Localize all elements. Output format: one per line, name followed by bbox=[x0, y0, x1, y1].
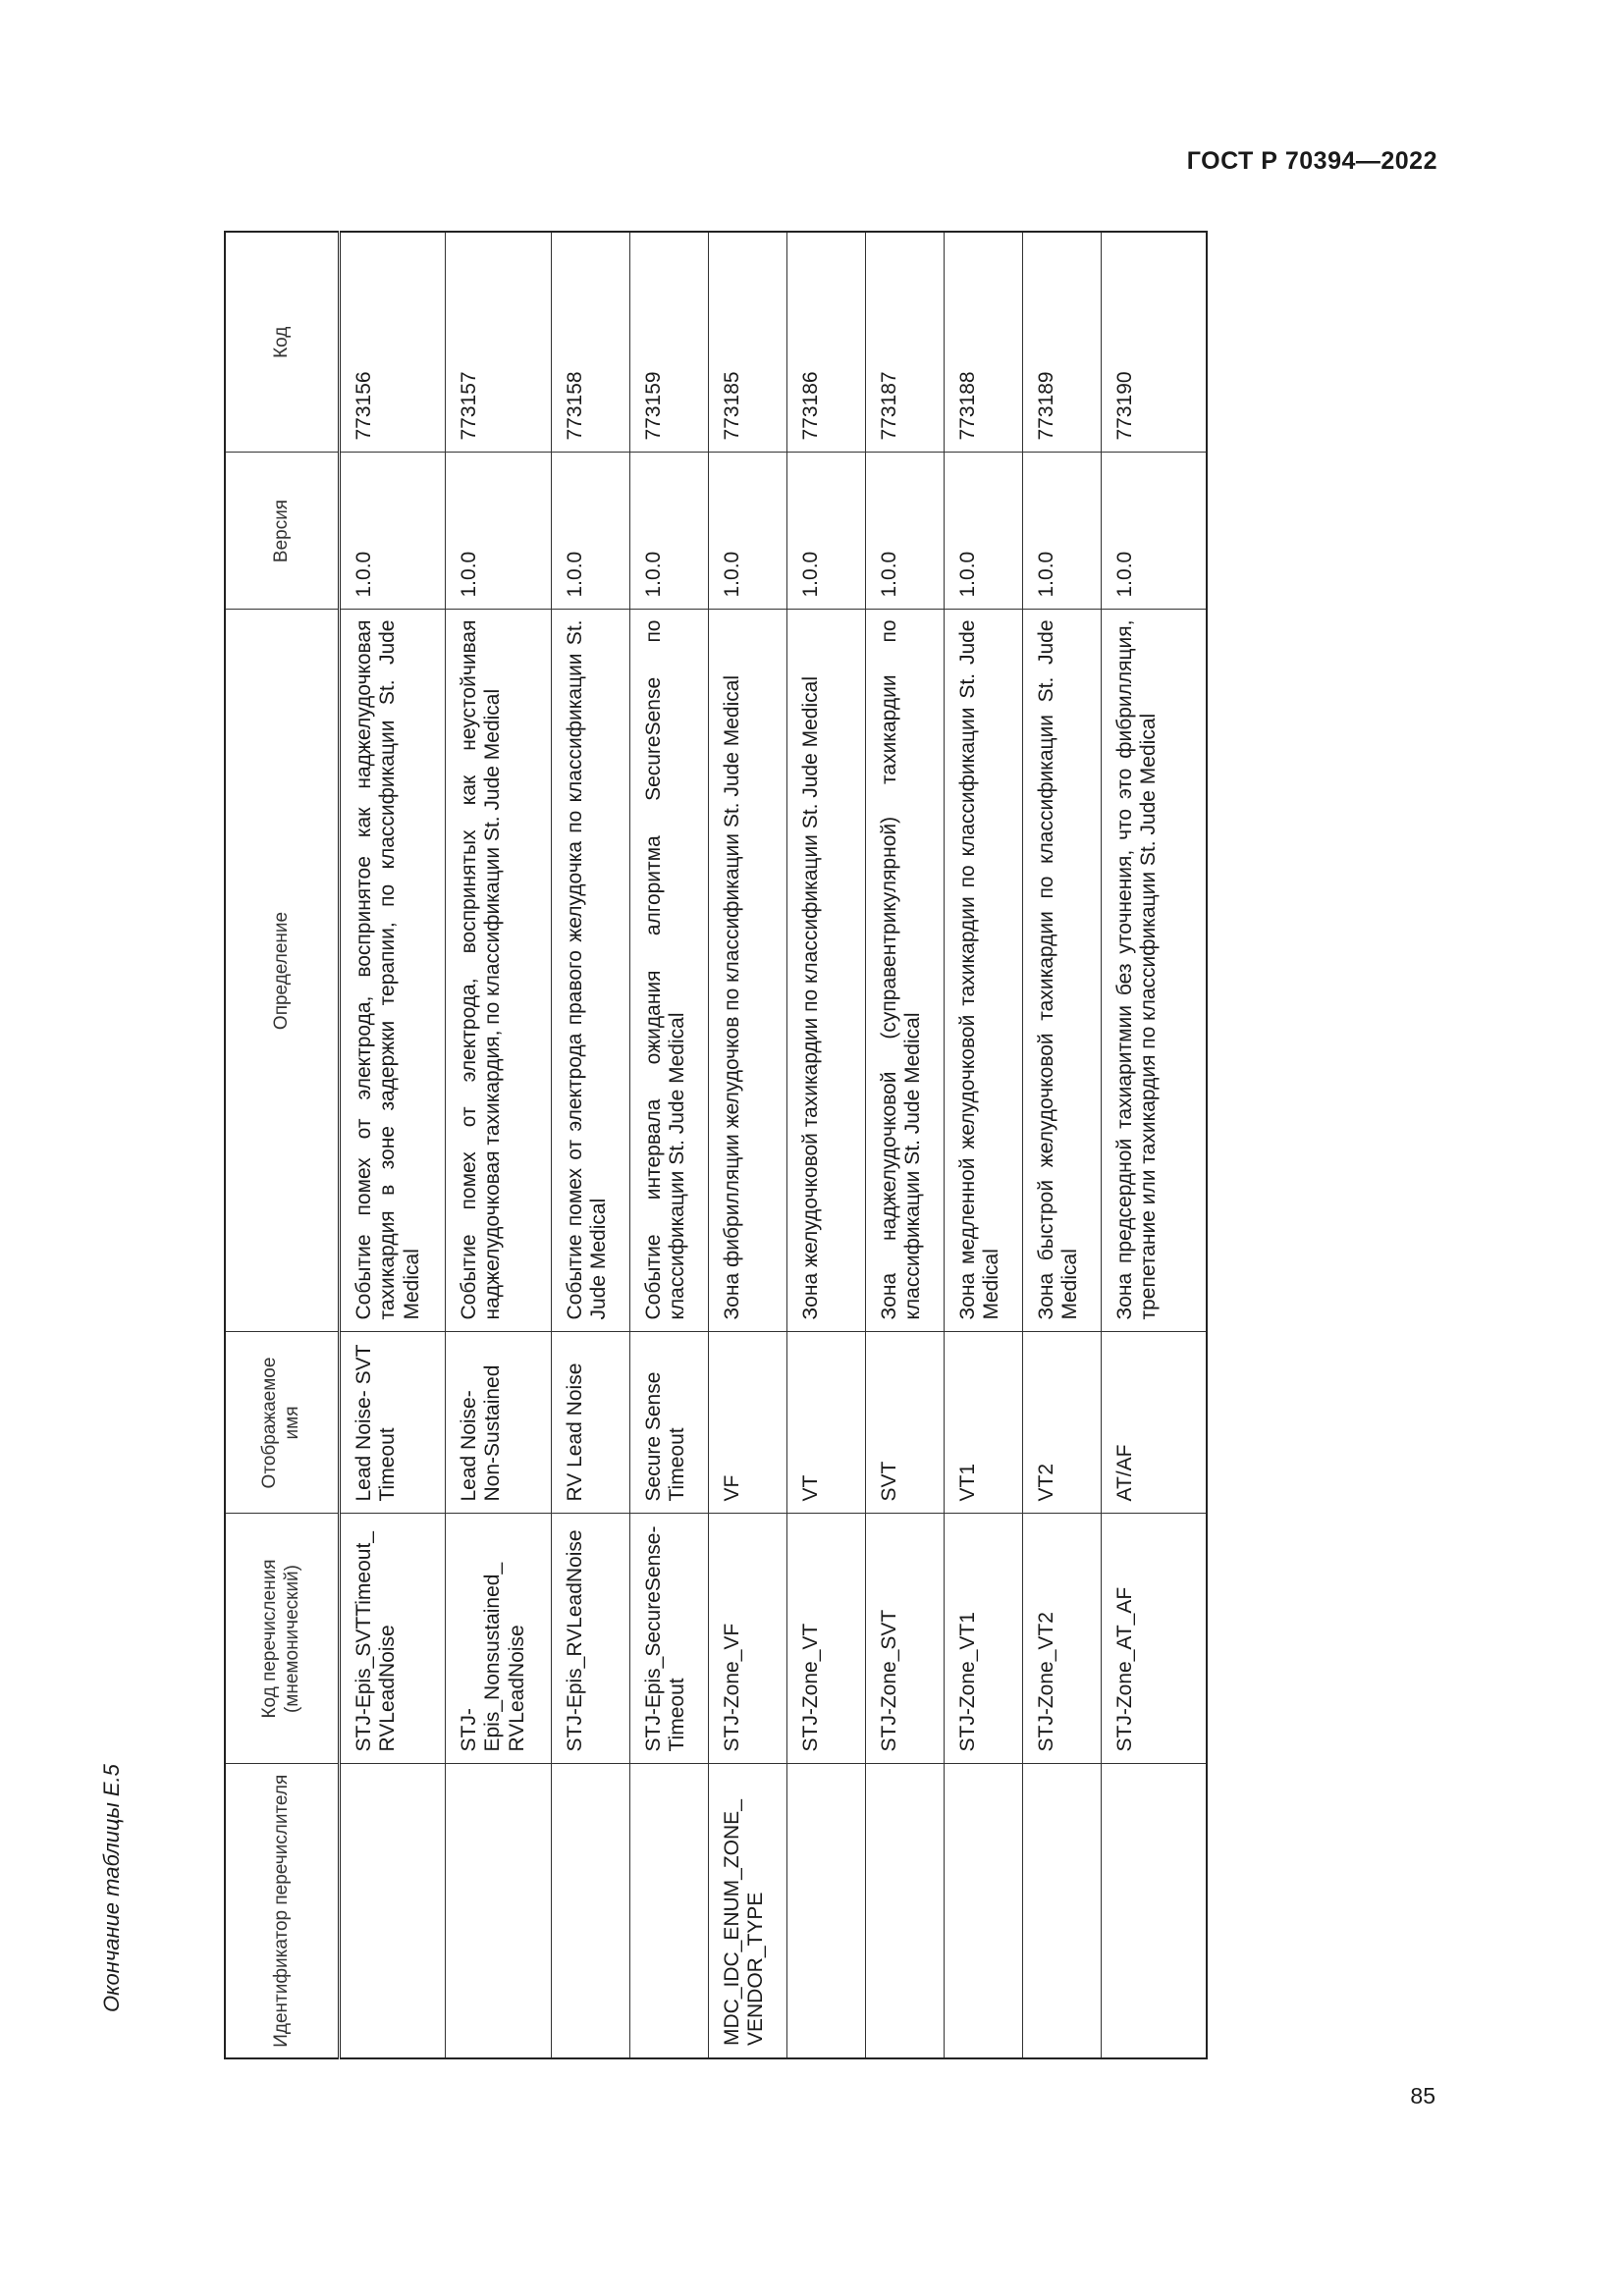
table-row bbox=[629, 232, 708, 2058]
cell-definition: Событие помех от электрода, воспринятое как наджелудочковая тахикардия в зоне задержки терапии, по классификации St. Jude Medical bbox=[339, 610, 445, 1332]
cell-code: 773189 bbox=[1022, 232, 1101, 453]
cell-enum-code: STJ-Zone_AT_AF bbox=[1101, 1514, 1207, 1764]
table-row bbox=[865, 232, 944, 2058]
table-row bbox=[551, 232, 629, 2058]
cell-code: 773190 bbox=[1101, 232, 1207, 453]
cell-display-name: RV Lead Noise bbox=[551, 1332, 629, 1514]
table-row bbox=[445, 232, 551, 2058]
table-caption: Окончание таблицы Е.5 bbox=[99, 1764, 124, 2012]
header-enum-id: Идентификатор перечислителя bbox=[225, 1764, 339, 2058]
cell-version: 1.0.0 bbox=[786, 453, 865, 610]
cell-enum-id bbox=[339, 1764, 445, 2058]
table-row bbox=[339, 232, 445, 2058]
header-enum-code: Код перечисления (мнемонический) bbox=[225, 1514, 339, 1764]
cell-enum-code: STJ-Epis_RVLeadNoise bbox=[551, 1514, 629, 1764]
cell-enum-code: STJ-Epis_SecureSense- Timeout bbox=[629, 1514, 708, 1764]
table-row bbox=[786, 232, 865, 2058]
cell-code: 773158 bbox=[551, 232, 629, 453]
cell-version: 1.0.0 bbox=[629, 453, 708, 610]
cell-display-name: AT/AF bbox=[1101, 1332, 1207, 1514]
cell-enum-id bbox=[786, 1764, 865, 2058]
cell-enum-id bbox=[629, 1764, 708, 2058]
cell-version: 1.0.0 bbox=[445, 453, 551, 610]
cell-display-name: VT1 bbox=[944, 1332, 1022, 1514]
cell-definition: Зона наджелудочковой (суправентрикулярной) тахикардии по классификации St. Jude Medical bbox=[865, 610, 944, 1332]
header-display-name: Отображаемое имя bbox=[225, 1332, 339, 1514]
cell-enum-code: STJ-Zone_VT2 bbox=[1022, 1514, 1101, 1764]
cell-definition: Событие помех от электрода, воспринятых как неустойчивая наджелудочковая тахикардия, по классификации St. Jude Medical bbox=[445, 610, 551, 1332]
cell-display-name: VT2 bbox=[1022, 1332, 1101, 1514]
cell-enum-id bbox=[1022, 1764, 1101, 2058]
cell-enum-id bbox=[944, 1764, 1022, 2058]
cell-enum-id bbox=[551, 1764, 629, 2058]
cell-enum-code: STJ-Zone_VT bbox=[786, 1514, 865, 1764]
cell-display-name: Lead Noise- Non-Sustained bbox=[445, 1332, 551, 1514]
table-container bbox=[224, 233, 1161, 2059]
cell-version: 1.0.0 bbox=[339, 453, 445, 610]
cell-code: 773186 bbox=[786, 232, 865, 453]
cell-code: 773157 bbox=[445, 232, 551, 453]
cell-display-name: Secure Sense Timeout bbox=[629, 1332, 708, 1514]
cell-enum-code: STJ-Zone_VF bbox=[708, 1514, 786, 1764]
cell-display-name: VT bbox=[786, 1332, 865, 1514]
header-version: Версия bbox=[225, 453, 339, 610]
cell-version: 1.0.0 bbox=[1101, 453, 1207, 610]
cell-display-name: Lead Noise- SVT Timeout bbox=[339, 1332, 445, 1514]
cell-definition: Событие интервала ожидания алгоритма SecureSense по классификации St. Jude Medical bbox=[629, 610, 708, 1332]
cell-code: 773185 bbox=[708, 232, 786, 453]
cell-enum-code: STJ-Zone_VT1 bbox=[944, 1514, 1022, 1764]
cell-enum-id bbox=[445, 1764, 551, 2058]
cell-code: 773159 bbox=[629, 232, 708, 453]
cell-definition: Зона быстрой желудочковой тахикардии по классификации St. Jude Medical bbox=[1022, 610, 1101, 1332]
table-header-row bbox=[225, 232, 339, 2058]
cell-version: 1.0.0 bbox=[865, 453, 944, 610]
cell-code: 773188 bbox=[944, 232, 1022, 453]
standard-title: ГОСТ Р 70394—2022 bbox=[1186, 147, 1437, 175]
cell-enum-code: STJ-Epis_Nonsustained_ RVLeadNoise bbox=[445, 1514, 551, 1764]
cell-enum-id: MDC_IDC_ENUM_ZONE_ VENDOR_TYPE bbox=[708, 1764, 786, 2058]
header-definition: Определение bbox=[225, 610, 339, 1332]
table-row bbox=[1101, 232, 1207, 2058]
cell-version: 1.0.0 bbox=[551, 453, 629, 610]
header-code: Код bbox=[225, 232, 339, 453]
cell-enum-code: STJ-Epis_SVTTimeout_ RVLeadNoise bbox=[339, 1514, 445, 1764]
cell-version: 1.0.0 bbox=[1022, 453, 1101, 610]
cell-version: 1.0.0 bbox=[944, 453, 1022, 610]
cell-display-name: VF bbox=[708, 1332, 786, 1514]
table-row bbox=[708, 232, 786, 2058]
table-row bbox=[1022, 232, 1101, 2058]
cell-display-name: SVT bbox=[865, 1332, 944, 1514]
cell-enum-id bbox=[865, 1764, 944, 2058]
enumeration-table bbox=[224, 231, 1208, 2059]
cell-definition: Зона желудочковой тахикардии по классификации St. Jude Medical bbox=[786, 610, 865, 1332]
cell-definition: Зона предсердной тахиаритмии без уточнения, что это фибрилляция, трепетание или тахикардия по классификации St. Jude Medical bbox=[1101, 610, 1207, 1332]
cell-definition: Зона фибрилляции желудочков по классификации St. Jude Medical bbox=[708, 610, 786, 1332]
cell-enum-code: STJ-Zone_SVT bbox=[865, 1514, 944, 1764]
cell-definition: Событие помех от электрода правого желудочка по классификации St. Jude Medical bbox=[551, 610, 629, 1332]
cell-code: 773187 bbox=[865, 232, 944, 453]
cell-code: 773156 bbox=[339, 232, 445, 453]
cell-version: 1.0.0 bbox=[708, 453, 786, 610]
page-number: 85 bbox=[1410, 2083, 1435, 2109]
table-row bbox=[944, 232, 1022, 2058]
cell-definition: Зона медленной желудочковой тахикардии по классификации St. Jude Medical bbox=[944, 610, 1022, 1332]
cell-enum-id bbox=[1101, 1764, 1207, 2058]
